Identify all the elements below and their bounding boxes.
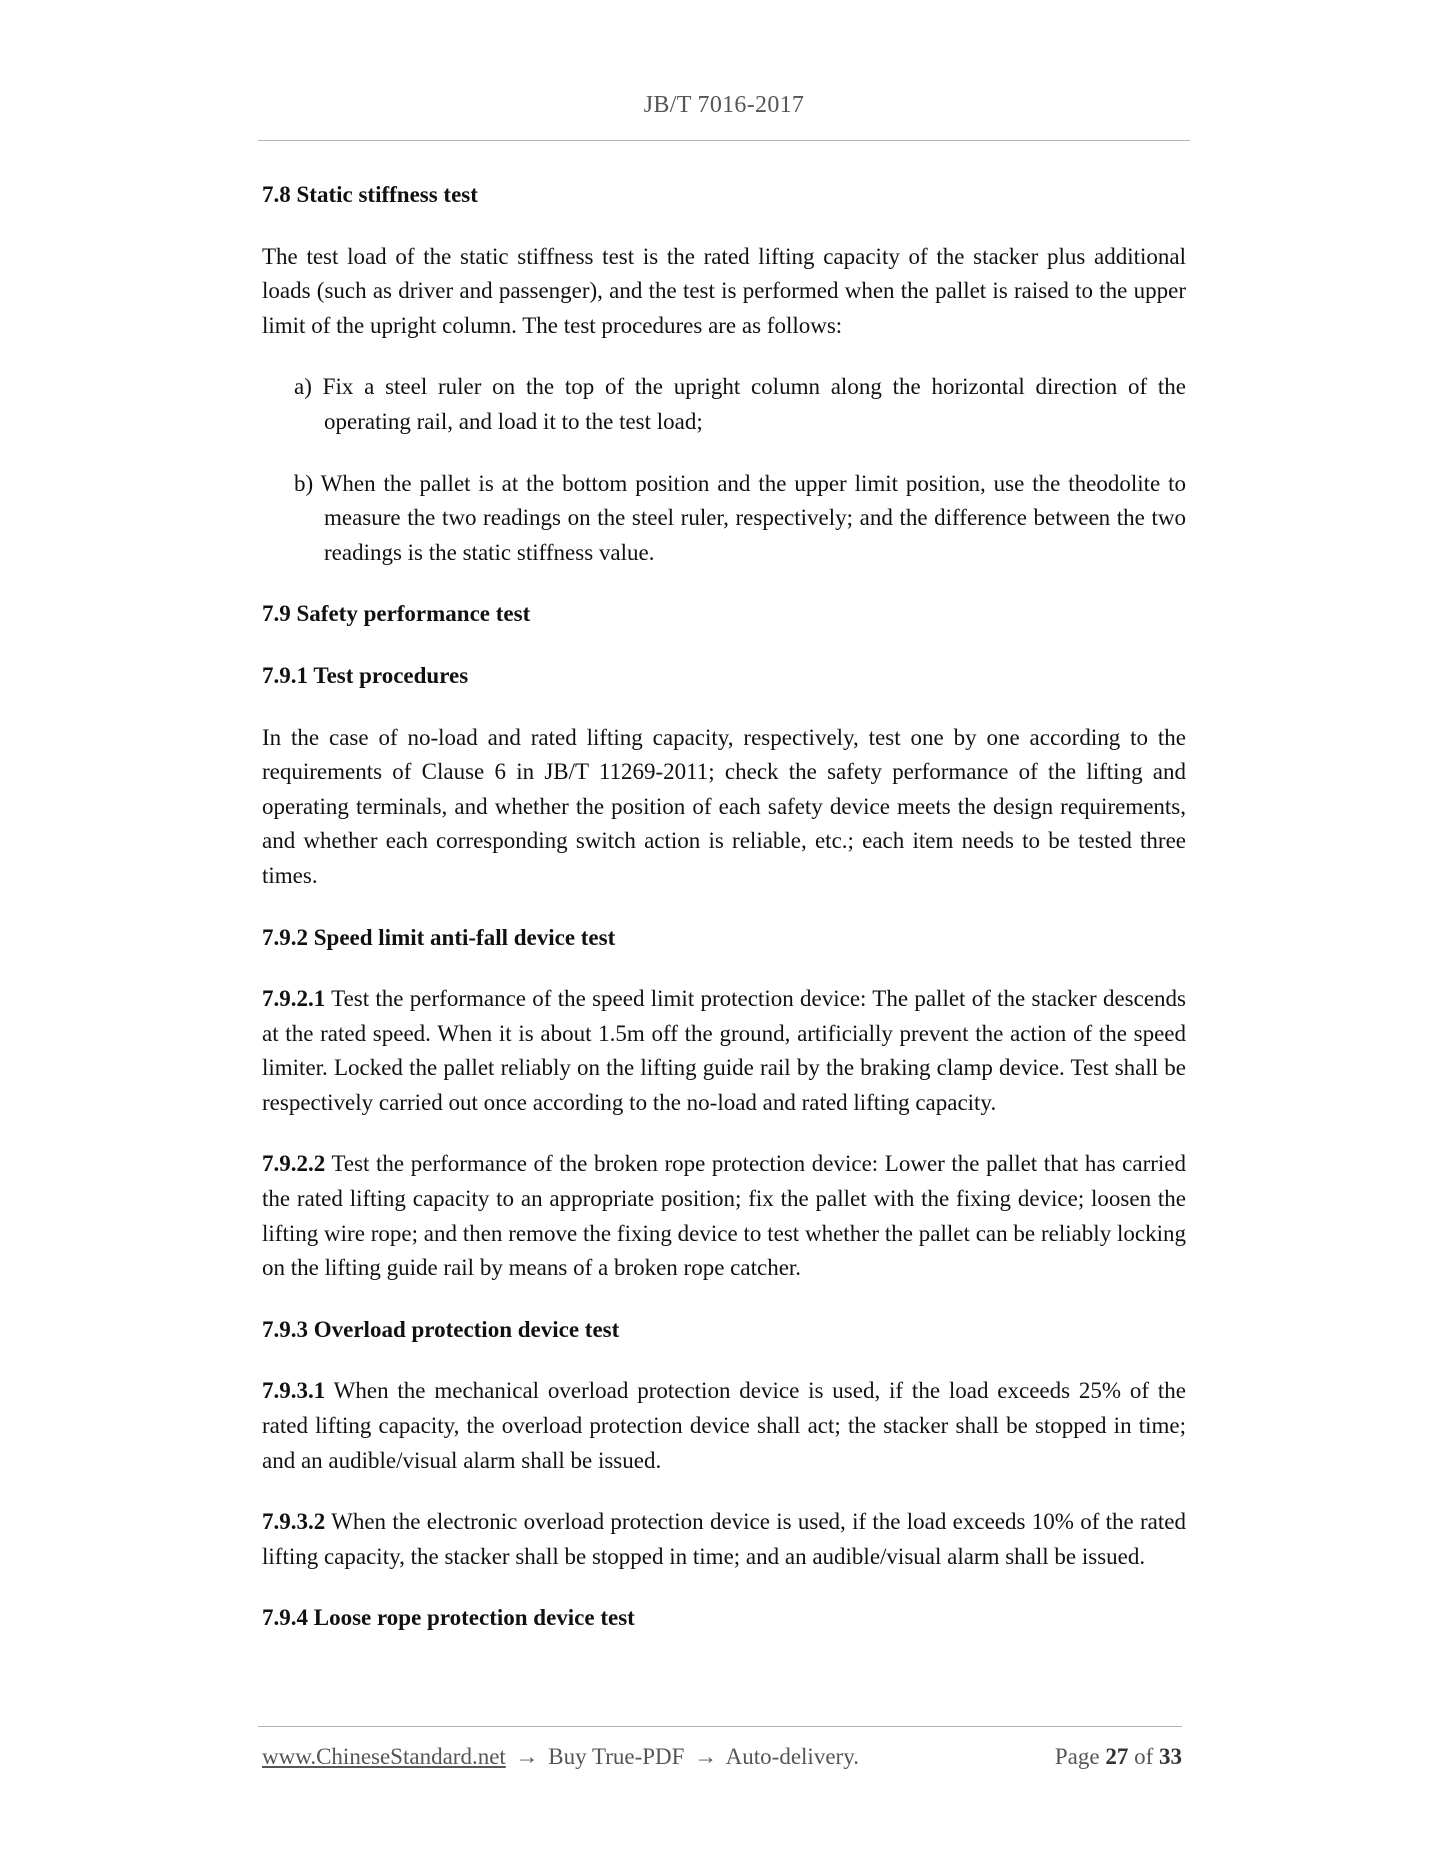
delivery-text: Auto-delivery. (725, 1744, 859, 1769)
section-heading-7-9-1: 7.9.1 Test procedures (262, 662, 469, 688)
list-text-b: When the pallet is at the bottom position and the upper limit position, use the theodolite to measure the two readings on the steel ruler, respectively; and the difference between the two readings is the static stiffness value. (320, 470, 1186, 565)
list-item-a (262, 370, 1186, 439)
clause-text: Test the performance of the broken rope protection device: Lower the pallet that has carried the rated lifting capacity to an appropriate position; fix the pallet with the fixing device; loosen the lifting wire rope; and then remove the fixing device to test whether the pallet can be reliably locking on the lifting guide rail by means of a broken rope catcher. (262, 1151, 1186, 1281)
clause-7-9-3-1 (262, 1374, 1186, 1478)
clause-7-9-3-2 (262, 1505, 1186, 1574)
of-label: of (1134, 1744, 1154, 1769)
arrow-right-icon: → (515, 1744, 539, 1769)
section-heading-7-9: 7.9 Safety performance test (262, 601, 531, 627)
clause-number: 7.9.2.2 (262, 1151, 326, 1177)
buy-text: Buy True-PDF (548, 1744, 685, 1769)
clause-number: 7.9.3.1 (262, 1378, 326, 1404)
section-heading-7-9-3: 7.9.3 Overload protection device test (262, 1316, 620, 1342)
footer-promo (262, 1744, 859, 1770)
clause-text: When the mechanical overload protection device is used, if the load exceeds 25% of the rated lifting capacity, the overload protection device shall act; the stacker shall be stopped in time; and an audible/visual alarm shall be issued. (262, 1378, 1186, 1473)
clause-7-9-2-2 (262, 1147, 1186, 1285)
document-body (262, 178, 1186, 1663)
section-heading-7-8: 7.8 Static stiffness test (262, 182, 478, 207)
list-marker-a: a) (294, 374, 312, 400)
page-number (1055, 1744, 1182, 1770)
clause-7-9-2-1 (262, 982, 1186, 1120)
clause-text: Test the performance of the speed limit protection device: The pallet of the stacker descends at the rated speed. When it is about 1.5m off the ground, artificially prevent the action of the speed limiter. Locked the pallet reliably on the lifting guide rail by the braking clamp device. Test shall be respectively carried out once according to the no-load and rated lifting capacity. (262, 986, 1186, 1115)
list-text-a: Fix a steel ruler on the top of the upright column along the horizontal direction of the operating rail, and load it to the test load; (322, 374, 1187, 434)
page-label: Page (1054, 1744, 1100, 1769)
header-divider (258, 140, 1190, 141)
arrow-right-icon: → (694, 1744, 718, 1769)
section-heading-7-9-4: 7.9.4 Loose rope protection device test (262, 1605, 635, 1631)
footer-divider (258, 1726, 1182, 1727)
list-item-b (262, 467, 1186, 571)
clause-number: 7.9.2.1 (262, 986, 326, 1012)
section-heading-7-9-2: 7.9.2 Speed limit anti-fall device test (262, 924, 616, 950)
site-link[interactable]: www.ChineseStandard.net (262, 1744, 506, 1769)
list-marker-b: b) (294, 470, 314, 496)
clause-text: When the electronic overload protection device is used, if the load exceeds 10% of the rated lifting capacity, the stacker shall be stopped in time; and an audible/visual alarm shall be issued. (262, 1509, 1186, 1569)
page-current: 27 (1105, 1744, 1129, 1769)
clause-number: 7.9.3.2 (262, 1509, 326, 1535)
section-7-9-1-text: In the case of no-load and rated lifting capacity, respectively, test one by one according to the requirements of Clause 6 in JB/T 11269-2011; check the safety performance of the lifting and operating terminals, and whether the position of each safety device meets the design requirements, and whether each corresponding switch action is reliable, etc.; each item needs to be tested three times. (262, 724, 1186, 888)
document-header: JB/T 7016-2017 (643, 92, 805, 118)
page-total: 33 (1159, 1744, 1182, 1769)
section-7-8-intro: The test load of the static stiffness test is the rated lifting capacity of the stacker plus additional loads (such as driver and passenger), and the test is performed when the pallet is raised to the upper limit of the upright column. The test procedures are as follows: (262, 243, 1186, 338)
